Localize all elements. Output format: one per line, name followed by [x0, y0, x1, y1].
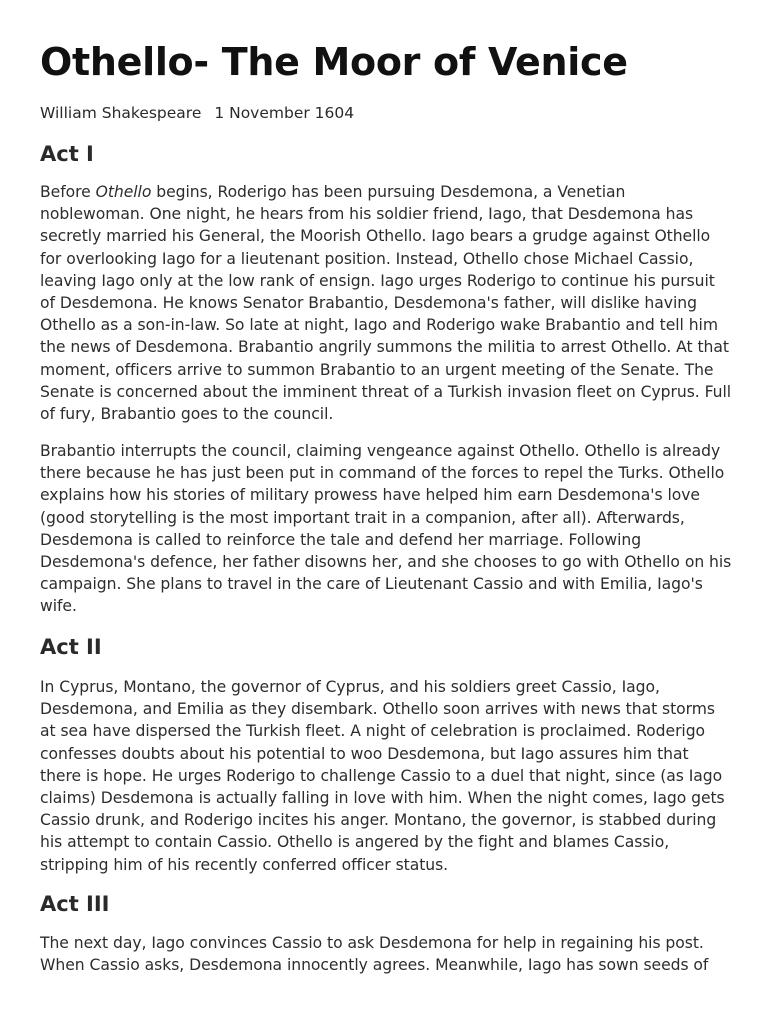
document-meta [40, 103, 354, 123]
section-heading-act-2: Act II [40, 635, 102, 659]
author-name: William Shakespeare [40, 104, 202, 122]
page-title: Othello- The Moor of Venice [40, 40, 628, 84]
paragraph-lead: Before [40, 183, 96, 201]
play-title-emphasis: Othello [95, 183, 152, 201]
paragraph: In Cyprus, Montano, the governor of Cyprus, and his soldiers greet Cassio, Iago, Desdemona, and Emilia as they disembark. Othello soon arrives with news that storms at sea have dispersed the Turkish fleet. A night of celebration is proclaimed. Roderigo confesses doubts about his potential to woo Desdemona, but Iago assures him that there is hope. He urges Roderigo to challenge Cassio to a duel that night, since (as Iago claims) Desdemona is actually falling in love with him. When the night comes, Iago gets Cassio drunk, and Roderigo incites his anger. Montano, the governor, is stabbed during his attempt to contain Cassio. Othello is angered by the fight and blames Cassio, stripping him of his recently conferred officer status. [40, 678, 725, 874]
section-heading-act-3: Act III [40, 892, 110, 916]
paragraph: The next day, Iago convinces Cassio to ask Desdemona for help in regaining his post. When Cassio asks, Desdemona innocently agrees. Meanwhile, Iago has sown seeds of [40, 934, 709, 975]
paragraph: Brabantio interrupts the council, claiming vengeance against Othello. Othello is already there because he has just been put in command of the forces to repel the Turks. Othello explains how his stories of military prowess have helped him earn Desdemona's love (good storytelling is the most important trait in a companion, after all). Afterwards, Desdemona is called to reinforce the tale and defend her marriage. Following Desdemona's defence, her father disowns her, and she chooses to go with Othello on his campaign. She plans to travel in the care of Lieutenant Cassio and with Emilia, Iago's wife. [40, 442, 732, 616]
publication-date: 1 November 1604 [214, 104, 355, 122]
section-heading-act-1: Act I [40, 142, 94, 166]
paragraph-text: begins, Roderigo has been pursuing Desdemona, a Venetian noblewoman. One night, he hears from his soldier friend, Iago, that Desdemona has secretly married his General, the Moorish Othello. Iago bears a grudge against Othello for overlooking Iago for a lieutenant position. Instead, Othello chose Michael Cassio, leaving Iago only at the low rank of ensign. Iago urges Roderigo to continue his pursuit of Desdemona. He knows Senator Brabantio, Desdemona's father, will dislike having Othello as a son-in-law. So late at night, Iago and Roderigo wake Brabantio and tell him the news of Desdemona. Brabantio angrily summons the militia to arrest Othello. At that moment, officers arrive to summon Brabantio to an urgent meeting of the Senate. The Senate is concerned about the imminent threat of a Turkish invasion fleet on Cyprus. Full of fury, Brabantio goes to the council. [40, 183, 732, 424]
paragraph [40, 181, 732, 425]
